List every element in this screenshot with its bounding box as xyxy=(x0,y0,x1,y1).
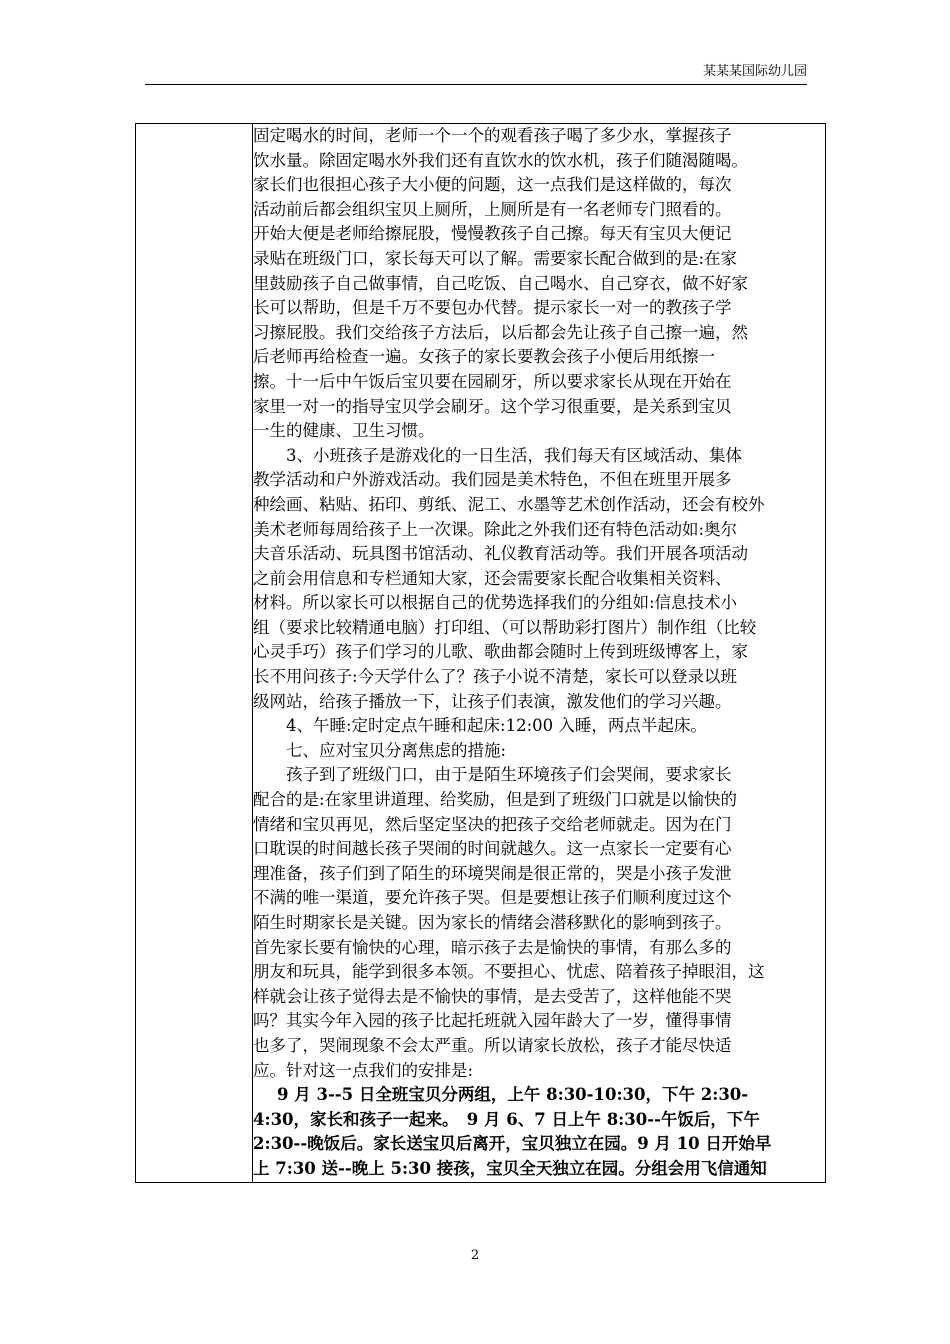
schedule-bold-line: 上 7:30 送--晚上 5:30 接孩，宝贝全天独立在园。分组会用飞信通知 xyxy=(253,1158,767,1178)
schedule-bold-line: 2:30--晚饭后。家长送宝贝后离开，宝贝独立在园。9 月 10 日开始早 xyxy=(253,1134,772,1154)
text-line: 美术老师每周给孩子上一次课。除此之外我们还有特色活动如:奥尔 xyxy=(253,519,738,539)
text-line: 也多了，哭闹现象不会太严重。所以请家长放松，孩子才能尽快适 xyxy=(253,1035,732,1055)
paragraph-start-line: 孩子到了班级门口，由于是陌生环境孩子们会哭闹，要求家长 xyxy=(286,765,732,785)
text-line: 里鼓励孩子自己做事情，自己吃饭、自己喝水、自己穿衣，做不好家 xyxy=(253,273,748,293)
text-line: 长可以帮助，但是千万不要包办代替。提示家长一对一的教孩子学 xyxy=(253,298,732,318)
text-line: 家里一对一的指导宝贝学会刷牙。这个学习很重要，是关系到宝贝 xyxy=(253,396,732,416)
text-line: 一生的健康、卫生习惯。 xyxy=(253,421,435,441)
text-line: 心灵手巧）孩子们学习的儿歌、歌曲都会随时上传到班级博客上，家 xyxy=(253,642,748,662)
text-line: 长不用问孩子:今天学什么了？孩子小说不清楚，家长可以登录以班 xyxy=(253,667,738,687)
text-line: 录贴在班级门口，家长每天可以了解。需要家长配合做到的是:在家 xyxy=(253,248,738,268)
text-line: 饮水量。除固定喝水外我们还有直饮水的饮水机，孩子们随渴随喝。 xyxy=(253,150,748,170)
page-number: 2 xyxy=(470,1248,480,1263)
schedule-bold-line: 9 月 3--5 日全班宝贝分两组，上午 8:30-10:30，下午 2:30- xyxy=(277,1085,749,1105)
text-line: 理准备，孩子们到了陌生的环境哭闹是很正常的，哭是小孩子发泄 xyxy=(253,863,732,883)
text-line: 后老师再给检查一遍。女孩子的家长要教会孩子小便后用纸擦一 xyxy=(253,347,715,367)
text-line: 习擦屁股。我们交给孩子方法后，以后都会先让孩子自己擦一遍，然 xyxy=(253,322,748,342)
text-line: 样就会让孩子觉得去是不愉快的事情，是去受苦了，这样他能不哭 xyxy=(253,986,732,1006)
paragraph-start-line: 3、小班孩子是游戏化的一日生活，我们每天有区域活动、集体 xyxy=(286,445,742,465)
text-line: 首先家长要有愉快的心理，暗示孩子去是愉快的事情，有那么多的 xyxy=(253,937,732,957)
text-line: 夫音乐活动、玩具图书馆活动、礼仪教育活动等。我们开展各项活动 xyxy=(253,544,748,564)
text-line: 擦。十一后中午饭后宝贝要在园刷牙，所以要求家长从现在开始在 xyxy=(253,371,732,391)
paragraph-start-line: 4、午睡:定时定点午睡和起床:12:00 入睡，两点半起床。 xyxy=(286,716,707,736)
text-line: 陌生时期家长是关键。因为家长的情绪会潜移默化的影响到孩子。 xyxy=(253,913,732,932)
text-line: 之前会用信息和专栏通知大家，还会需要家长配合收集相关资料、 xyxy=(253,568,732,588)
text-line: 不满的唯一渠道，要允许孩子哭。但是要想让孩子们顺利度过这个 xyxy=(253,888,732,908)
header-org-name: 某某某国际幼儿园 xyxy=(702,64,807,79)
text-line: 应。针对这一点我们的安排是: xyxy=(253,1060,474,1080)
text-line: 口耽误的时间越长孩子哭闹的时间就越久。这一点家长一定要有心 xyxy=(253,839,732,859)
text-line: 组（要求比较精通电脑）打印组、（可以帮助彩打图片）制作组（比较 xyxy=(253,617,757,637)
schedule-bold-line: 4:30，家长和孩子一起来。 9 月 6、7 日上午 8:30--午饭后，下午 xyxy=(253,1109,760,1129)
page-header xyxy=(145,64,807,85)
content-table xyxy=(135,123,826,1183)
text-line: 朋友和玩具，能学到很多本领。不要担心、忧虑、陪着孩子掉眼泪，这 xyxy=(253,962,765,982)
text-line: 配合的是:在家里讲道理、给奖励，但是到了班级门口就是以愉快的 xyxy=(253,790,738,810)
text-line: 活动前后都会组织宝贝上厕所，上厕所是有一名老师专门照看的。 xyxy=(253,199,732,219)
text-line: 吗？其实今年入园的孩子比起托班就入园年龄大了一岁，懂得事情 xyxy=(253,1011,732,1031)
section-heading: 七、应对宝贝分离焦虑的措施: xyxy=(286,740,507,760)
text-line: 教学活动和户外游戏活动。我们园是美术特色，不但在班里开展多 xyxy=(253,470,732,490)
text-line: 家长们也很担心孩子大小便的问题，这一点我们是这样做的，每次 xyxy=(253,175,732,195)
text-line: 情绪和宝贝再见，然后坚定坚决的把孩子交给老师就走。因为在门 xyxy=(253,814,732,834)
text-line: 固定喝水的时间，老师一个一个的观看孩子喝了多少水，掌握孩子 xyxy=(253,126,732,145)
text-line: 开始大便是老师给擦屁股，慢慢教孩子自己擦。每天有宝贝大便记 xyxy=(253,224,732,244)
text-line: 级网站，给孩子播放一下，让孩子们表演，激发他们的学习兴趣。 xyxy=(253,691,732,711)
text-line: 种绘画、粘贴、拓印、剪纸、泥工、水墨等艺术创作活动，还会有校外 xyxy=(253,494,765,514)
left-label-cell xyxy=(136,124,253,1183)
table-row xyxy=(136,124,826,1183)
text-content-cell xyxy=(253,124,826,1183)
text-line: 材料。所以家长可以根据自己的优势选择我们的分组如:信息技术小 xyxy=(253,593,738,613)
